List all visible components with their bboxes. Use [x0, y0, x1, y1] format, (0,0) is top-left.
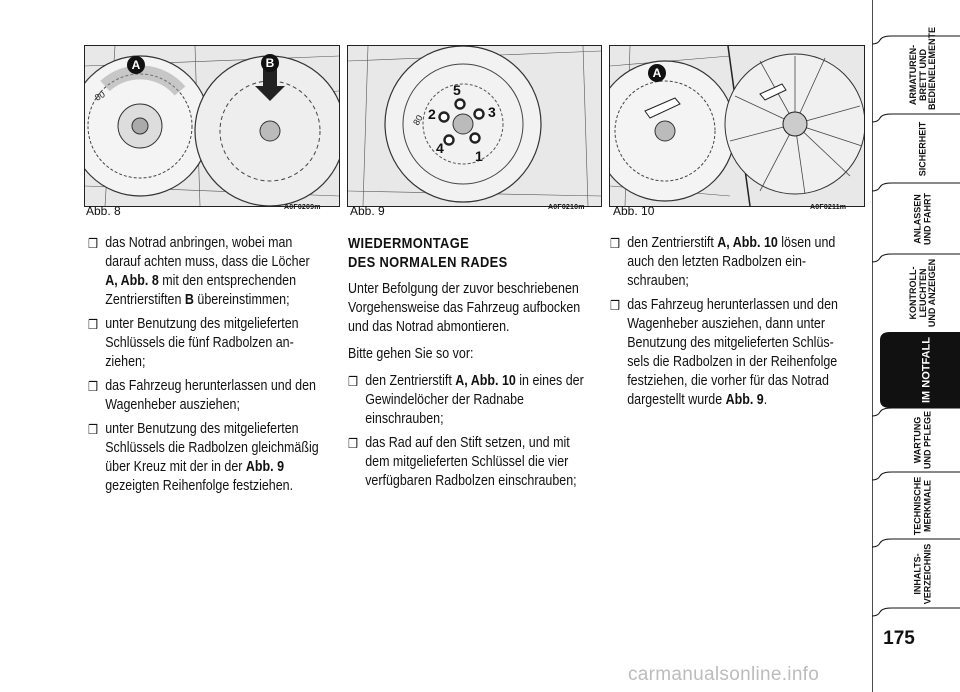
- bolt-number-3: 3: [488, 104, 496, 120]
- column-1: [88, 234, 322, 501]
- figure-code: A0F0209m: [284, 204, 321, 211]
- figure-abb-9: [347, 45, 602, 207]
- list-item: ❒ unter Benutzung des mitgelieferten Schlüssels die Radbolzen gleichmäßig über Kreuz mit der in der Abb. 9 gezeigten Reihenfolge festziehen.: [88, 420, 322, 496]
- list-item: ❒ das Fahrzeug herunterlassen und den Wagenheber ausziehen, dann unter Benutzung des mitgelieferten Schlüssels die Radbolzen in der Reihenfolge festziehen, die vorher für das Notrad dargestellt wurde Abb. 9.: [610, 296, 849, 410]
- bolt-number-2: 2: [428, 106, 436, 122]
- page-number: 175: [883, 628, 915, 649]
- tab-anlassen-und-fahrt[interactable]: ANLASSEN UND FAHRT: [912, 192, 932, 245]
- tire-size-label: 80: [93, 89, 107, 103]
- tab-armaturenbrett[interactable]: ARMATUREN- BRETT UND BEDIENELEMENTE: [907, 26, 937, 110]
- chapter-tabs: [872, 0, 960, 692]
- list-item: ❒ das Fahrzeug herunterlassen und den Wagenheber ausziehen;: [88, 377, 322, 415]
- figure-code: A0F0211m: [810, 204, 847, 211]
- list-item: ❒ das Notrad anbringen, wobei man darauf achten muss, dass die Löcher A, Abb. 8 mit den entsprechenden Zentrierstiften B übereinstimmen;: [88, 234, 322, 310]
- bolt-number-4: 4: [436, 140, 444, 156]
- figure-abb-8-illustration: [85, 46, 339, 206]
- figure-abb-10: [609, 45, 865, 207]
- marker-a: A: [127, 56, 145, 74]
- marker-a: A: [648, 64, 666, 82]
- list-item: ❒ das Rad auf den Stift setzen, und mit dem mitgelieferten Schlüssel die vier verfügbaren Radbolzen einschrauben;: [348, 434, 589, 491]
- bolt-number-5: 5: [453, 82, 461, 98]
- section-heading: WIEDERMONTAGE DES NORMALEN RADES: [348, 235, 508, 271]
- list-item: ❒ den Zentrierstift A, Abb. 10 in eines der Gewindelöcher der Radnabe einschrauben;: [348, 372, 589, 429]
- tab-technische-merkmale[interactable]: TECHNISCHE MERKMALE: [912, 476, 932, 535]
- column-2: [348, 234, 589, 496]
- figure-caption: Abb. 10: [613, 204, 655, 218]
- list-item: ❒ den Zentrierstift A, Abb. 10 lösen und auch den letzten Radbolzen einschrauben;: [610, 234, 849, 291]
- tab-kontrollleuchten[interactable]: KONTROLL- LEUCHTEN UND ANZEIGEN: [907, 258, 937, 328]
- tab-im-notfall[interactable]: IM NOTFALL: [920, 337, 933, 403]
- marker-b: B: [261, 54, 279, 72]
- tire-size-label: 80: [411, 113, 425, 127]
- bolt-number-1: 1: [475, 148, 483, 164]
- paragraph: Unter Befolgung der zuvor beschriebenen Vorgehensweise das Fahrzeug aufbocken und das Notrad abmontieren.: [348, 281, 581, 335]
- tab-sicherheit[interactable]: SICHERHEIT: [917, 121, 928, 176]
- column-3: [610, 234, 849, 415]
- figure-caption: Abb. 8: [86, 204, 121, 218]
- list-item: ❒ unter Benutzung des mitgelieferten Schlüssels die fünf Radbolzen anziehen;: [88, 315, 322, 372]
- tab-wartung-und-pflege[interactable]: WARTUNG UND PFLEGE: [912, 411, 932, 470]
- tab-inhaltsverzeichnis[interactable]: INHALTS- VERZEICHNIS: [912, 543, 932, 604]
- figure-caption: Abb. 9: [350, 204, 385, 218]
- figure-abb-8: [84, 45, 340, 207]
- figure-code: A0F0210m: [548, 204, 585, 211]
- watermark: carmanualsonline.info: [628, 664, 820, 685]
- figure-abb-9-illustration: [348, 46, 601, 206]
- paragraph: Bitte gehen Sie so vor:: [348, 346, 474, 362]
